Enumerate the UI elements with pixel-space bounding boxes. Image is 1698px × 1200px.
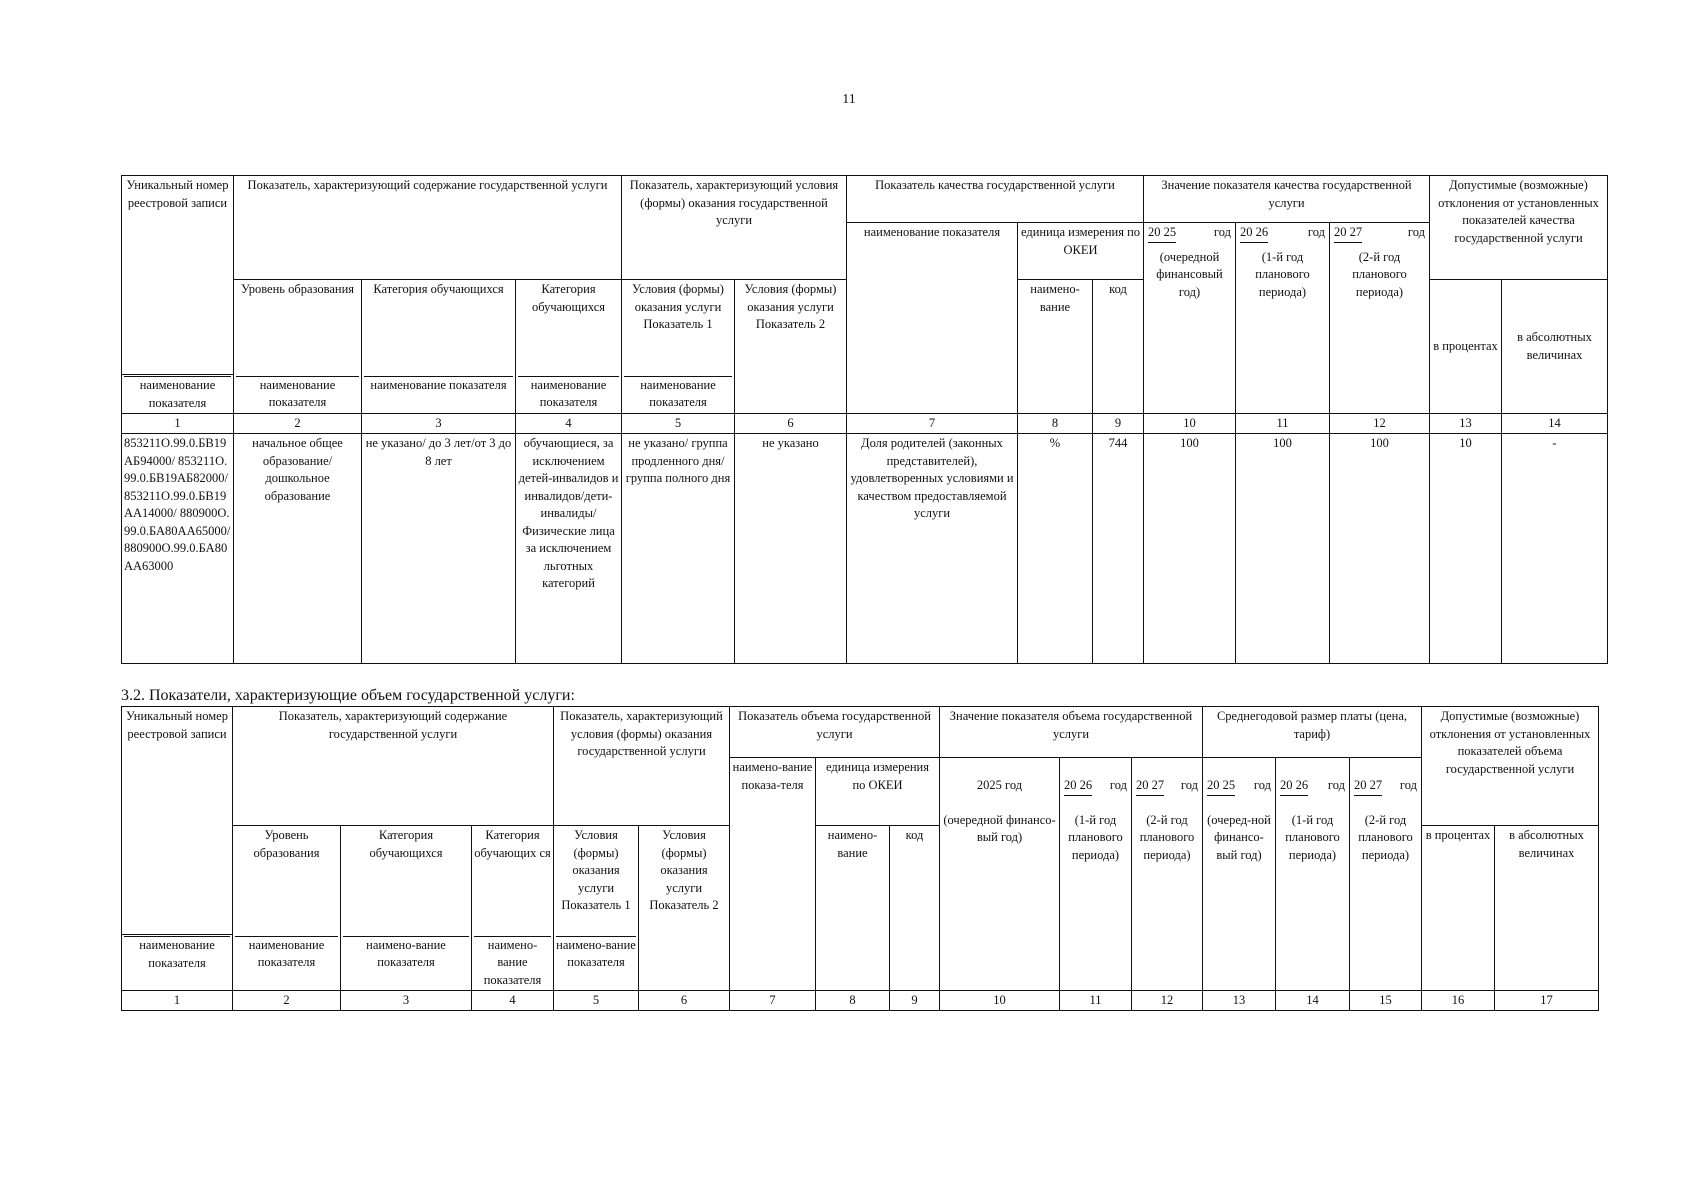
column-number: 6: [639, 991, 730, 1011]
header-fee-2026: 20 26 год (1-й год планового периода): [1276, 758, 1350, 991]
column-number: 5: [622, 414, 735, 434]
column-number: 4: [516, 414, 622, 434]
column-number: 13: [1203, 991, 1276, 1011]
header-education-level: Уровень образования: [233, 826, 341, 935]
subheader-indicator-name: наимено-вание показателя: [472, 935, 554, 991]
column-number: 8: [816, 991, 890, 1011]
unit-name-cell: %: [1018, 434, 1093, 664]
header-quality-value: Значение показателя качества государственной услуги: [1144, 176, 1430, 223]
header-unit-code: код: [890, 826, 940, 991]
column-number: 3: [341, 991, 472, 1011]
header-year-2026: 20 26 год (1-й год планового периода): [1236, 223, 1330, 414]
subheader-indicator-name: наимено-вание показателя: [554, 935, 639, 991]
header-student-category-2: Категория обучающих ся: [472, 826, 554, 935]
value-2025-cell: 100: [1144, 434, 1236, 664]
column-number: 12: [1330, 414, 1430, 434]
header-unit-name: наимено-вание: [816, 826, 890, 991]
header-student-category-1: Категория обучающихся: [362, 280, 516, 375]
subheader-indicator-name: наименование показателя: [122, 935, 233, 991]
column-number: 7: [730, 991, 816, 1011]
header-deviation-absolute: в абсолютных величинах: [1502, 280, 1608, 414]
column-number: 13: [1430, 414, 1502, 434]
column-number: 10: [940, 991, 1060, 1011]
subheader-indicator-name: наименование показателя: [233, 935, 341, 991]
header-fee-2027: 20 27 год (2-й год планового периода): [1350, 758, 1422, 991]
header-year-2025: 20 25 год (очередной финансовый год): [1144, 223, 1236, 414]
header-deviation: Допустимые (возможные) отклонения от установленных показателей качества государственной услуги: [1430, 176, 1608, 280]
subheader-indicator-name: наименование показателя: [516, 375, 622, 414]
column-number: 12: [1132, 991, 1203, 1011]
column-number: 16: [1422, 991, 1495, 1011]
header-condition-2: Условия (формы) оказания услуги Показатель 2: [639, 826, 730, 935]
header-deviation-percent: в процентах: [1422, 826, 1495, 991]
header-okei-unit: единица измерения по ОКЕИ: [816, 758, 940, 826]
unit-code-cell: 744: [1093, 434, 1144, 664]
header-education-level: Уровень образования: [234, 280, 362, 375]
column-number: 9: [890, 991, 940, 1011]
header-volume-value: Значение показателя объема государственной услуги: [940, 707, 1203, 758]
deviation-absolute-cell: -: [1502, 434, 1608, 664]
subheader-indicator-name: наименование показателя: [234, 375, 362, 414]
header-fee-2025: 20 25 год (очеред-ной финансо-вый год): [1203, 758, 1276, 991]
header-content-indicator: Показатель, характеризующий содержание государственной услуги: [234, 176, 622, 280]
header-condition-1: Условия (формы) оказания услуги Показатель 1: [622, 280, 735, 375]
deviation-percent-cell: 10: [1430, 434, 1502, 664]
column-number: 17: [1495, 991, 1599, 1011]
header-volume-2027: 20 27 год (2-й год планового периода): [1132, 758, 1203, 991]
column-number: 4: [472, 991, 554, 1011]
column-number: 1: [122, 414, 234, 434]
page-number: 11: [842, 92, 856, 107]
header-conditions-indicator: Показатель, характеризующий условия (формы) оказания государственной услуги: [622, 176, 847, 280]
table-row: [122, 434, 1608, 664]
header-volume-indicator: Показатель объема государственной услуги: [730, 707, 940, 758]
column-number: 5: [554, 991, 639, 1011]
header-unique-number: Уникальный номер реестровой записи: [122, 707, 233, 935]
column-number: 8: [1018, 414, 1093, 434]
header-volume-2026: 20 26 год (1-й год планового периода): [1060, 758, 1132, 991]
column-number: 14: [1276, 991, 1350, 1011]
header-deviation-absolute: в абсолютных величинах: [1495, 826, 1599, 991]
header-quality-indicator: Показатель качества государственной услуги: [847, 176, 1144, 223]
header-student-category-2: Категория обучающихся: [516, 280, 622, 375]
column-number: 1: [122, 991, 233, 1011]
header-content-indicator: Показатель, характеризующий содержание государственной услуги: [233, 707, 554, 826]
column-number: 2: [233, 991, 341, 1011]
header-condition-1: Условия (формы) оказания услуги Показатель 1: [554, 826, 639, 935]
header-deviation: Допустимые (возможные) отклонения от установленных показателей объема государственной услуги: [1422, 707, 1599, 826]
student-category-2-cell: обучающиеся, за исключением детей-инвалидов и инвалидов/дети-инвалиды/ Физические лица за исключением льготных категорий: [516, 434, 622, 664]
condition-2-cell: не указано: [735, 434, 847, 664]
column-number: 11: [1236, 414, 1330, 434]
section-title: 3.2. Показатели, характеризующие объем государственной услуги:: [121, 687, 575, 704]
header-student-category-1: Категория обучающихся: [341, 826, 472, 935]
header-deviation-percent: в процентах: [1430, 280, 1502, 414]
column-number: 3: [362, 414, 516, 434]
value-2027-cell: 100: [1330, 434, 1430, 664]
header-condition-2: Условия (формы) оказания услуги Показатель 2: [735, 280, 847, 375]
column-number: 7: [847, 414, 1018, 434]
indicator-name-cell: Доля родителей (законных представителей), удовлетворенных условиями и качеством предоставляемой услуги: [847, 434, 1018, 664]
subheader-indicator-name: наименование показателя: [122, 375, 234, 414]
value-2026-cell: 100: [1236, 434, 1330, 664]
column-number: 2: [234, 414, 362, 434]
header-volume-2025: 2025 год (очередной финансо-вый год): [940, 758, 1060, 991]
header-conditions-indicator: Показатель, характеризующий условия (формы) оказания государственной услуги: [554, 707, 730, 826]
education-level-cell: начальное общее образование/ дошкольное образование: [234, 434, 362, 664]
header-indicator-name: наименование показателя: [847, 223, 1018, 414]
column-number: 11: [1060, 991, 1132, 1011]
volume-indicators-table: [121, 706, 1599, 1011]
student-category-1-cell: не указано/ до 3 лет/от 3 до 8 лет: [362, 434, 516, 664]
quality-indicators-table: [121, 175, 1608, 664]
header-average-fee: Среднегодовой размер платы (цена, тариф): [1203, 707, 1422, 758]
header-indicator-name: наимено-вание показа-теля: [730, 758, 816, 991]
column-number: 9: [1093, 414, 1144, 434]
header-unit-name: наимено-вание: [1018, 280, 1093, 414]
column-number: 10: [1144, 414, 1236, 434]
registry-number-cell: 853211О.99.0.БВ19АБ94000/ 853211О.99.0.БВ19АБ82000/ 853211О.99.0.БВ19АА14000/ 880900О.99.0.БА80АА65000/ 880900О.99.0.БА80АА63000: [122, 434, 234, 664]
column-number: 6: [735, 414, 847, 434]
header-year-2027: 20 27 год (2-й год планового периода): [1330, 223, 1430, 414]
subheader-indicator-name: наименование показателя: [362, 375, 516, 414]
subheader-indicator-name: наимено-вание показателя: [341, 935, 472, 991]
column-number: 15: [1350, 991, 1422, 1011]
condition-1-cell: не указано/ группа продленного дня/ группа полного дня: [622, 434, 735, 664]
subheader-indicator-name: наименование показателя: [622, 375, 735, 414]
header-unique-number: Уникальный номер реестровой записи: [122, 176, 234, 375]
header-unit-code: код: [1093, 280, 1144, 414]
column-number: 14: [1502, 414, 1608, 434]
header-okei-unit: единица измерения по ОКЕИ: [1018, 223, 1144, 280]
